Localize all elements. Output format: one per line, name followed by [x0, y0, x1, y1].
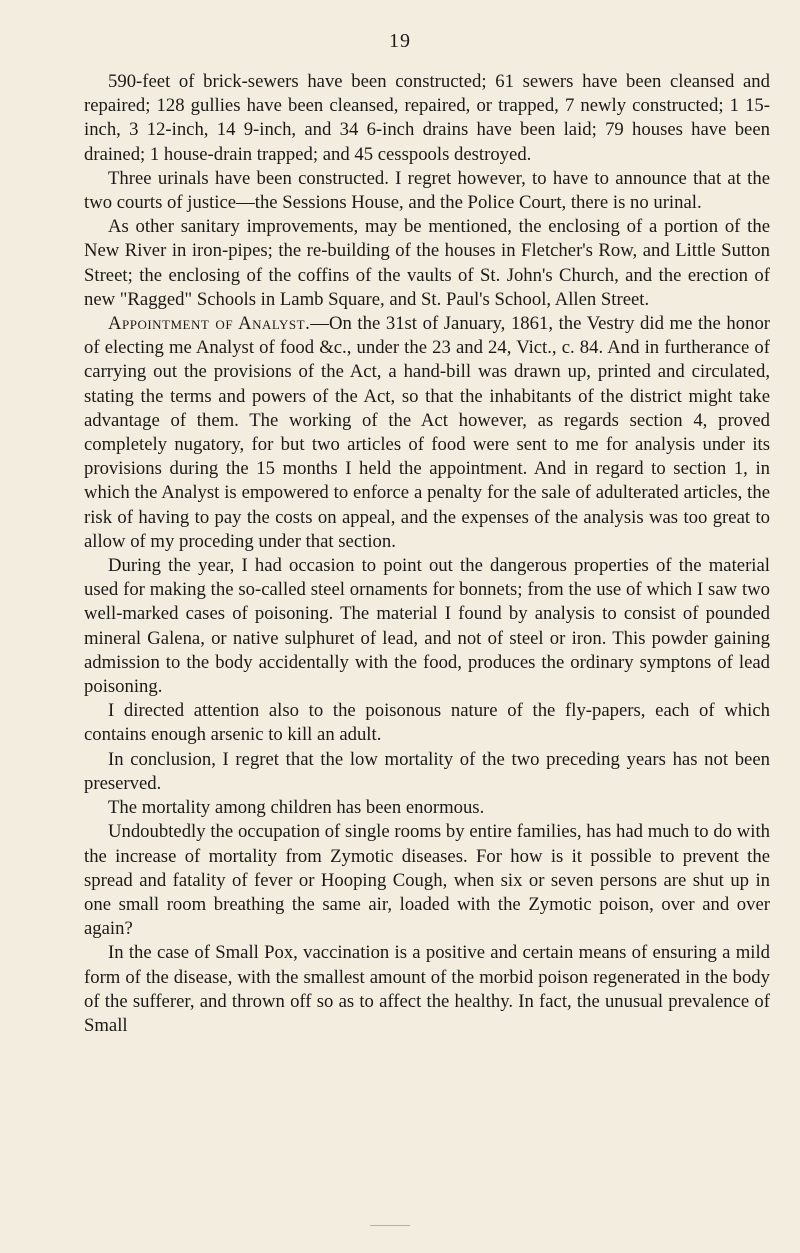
body-text — [84, 70, 770, 1038]
paragraph-analyst — [84, 312, 770, 554]
paragraph-zymotic: Undoubtedly the occupation of single rooms by entire families, has had much to do with the increase of mortality from Zymotic diseases. For how is it possible to prevent the spread and fatality of fever or Hooping Cough, when six or seven persons are shut up in one small room breathing the same air, loaded with the Zymotic poison, over and over again? — [84, 821, 770, 940]
page-number: 19 — [389, 30, 411, 52]
paragraph-conclusion: In conclusion, I regret that the low mortality of the two preceding years has not been preserved. — [84, 748, 770, 794]
paragraph-sanitary-improvements: As other sanitary improvements, may be mentioned, the enclosing of a portion of the New River in iron-pipes; the re-building of the houses in Fletcher's Row, and Little Sutton Street; the enclosing of the coffins of the vaults of St. John's Church, and the erection of new "Ragged" Schools in Lamb Square, and St. Paul's School, Allen Street. — [84, 216, 770, 310]
section-heading-analyst: Appointment of Analyst. — [108, 313, 311, 335]
analyst-text: —On the 31st of January, 1861, the Vestry did me the honor of electing me Analyst of food &c., under the 23 and 24, Vict., c. 84. And in furtherance of carrying out the provisions of the Act, a hand-bill was drawn up, printed and circulated, stating the terms and powers of the Act, so that the inhabitants of the district might take advantage of them. The working of the Act however, as regards section 4, proved completely nugatory, for but two articles of food were sent to me for analysis under its provisions during the 15 months I held the appointment. And in regard to section 1, in which the Analyst is empowered to enforce a penalty for the sale of adulterated articles, the risk of having to pay the costs on appeal, and the expenses of the analysis was too great to allow of my proceding under that section. — [84, 313, 771, 552]
paragraph-urinals: Three urinals have been constructed. I regret however, to have to announce that at the two courts of justice—the Sessions House, and the Police Court, there is no urinal. — [84, 167, 770, 214]
paragraph-fly-papers: I directed attention also to the poisonous nature of the fly-papers, each of which contains enough arsenic to kill an adult. — [84, 700, 770, 746]
paragraph-steel-ornaments: During the year, I had occasion to point out the dangerous properties of the material used for making the so-called steel ornaments for bonnets; from the use of which I saw two well-marked cases of poisoning. The material I found by analysis to consist of pounded mineral Galena, or native sulphuret of lead, and not of steel or iron. This powder gaining admission to the body accidentally with the food, produces the ordinary symptons of lead poisoning. — [84, 555, 770, 698]
footer-mark — [370, 1225, 410, 1226]
paragraph-child-mortality: The mortality among children has been enormous. — [108, 797, 485, 819]
paragraph-small-pox: In the case of Small Pox, vaccination is a positive and certain means of ensuring a mild form of the disease, with the smallest amount of the morbid poison regenerated in the body of the sufferer, and thrown off so as to affect the healthy. In fact, the unusual prevalence of Small — [84, 942, 770, 1036]
paragraph-sewers: 590-feet of brick-sewers have been constructed; 61 sewers have been cleansed and repaired; 128 gullies have been cleansed, repaired, or trapped, 7 newly constructed; 1 15-inch, 3 12-inch, 14 9-inch, and 34 6-inch drains have been laid; 79 houses have been drained; 1 house-drain trapped; and 45 cesspools destroyed. — [84, 71, 770, 165]
